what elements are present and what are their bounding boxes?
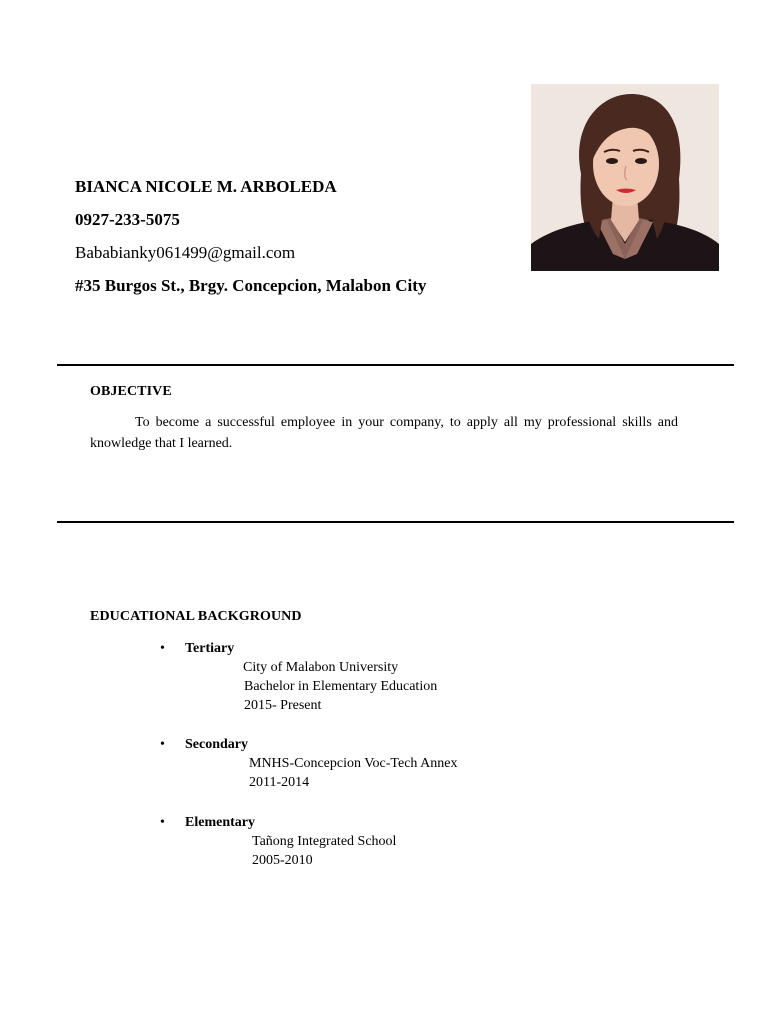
education-level: Elementary xyxy=(185,815,255,830)
list-item xyxy=(160,735,660,792)
applicant-name: BIANCA NICOLE M. ARBOLEDA xyxy=(75,177,337,196)
school-years: 2005-2010 xyxy=(252,853,313,868)
list-item xyxy=(160,639,660,715)
school-years: 2011-2014 xyxy=(249,775,310,790)
list-item xyxy=(160,813,660,870)
bullet: • xyxy=(160,641,165,656)
education-heading: EDUCATIONAL BACKGROUND xyxy=(90,609,302,624)
education-list xyxy=(160,639,660,870)
email-address: Bababianky061499@gmail.com xyxy=(75,243,296,262)
objective-text: To become a successful employee in your company, to apply all my professional skills and knowledge that I learned. xyxy=(90,415,678,451)
education-level: Tertiary xyxy=(185,641,235,656)
phone-number: 0927-233-5075 xyxy=(75,210,180,229)
school-years: 2015- Present xyxy=(244,698,322,713)
portrait-image xyxy=(531,84,719,271)
contact-block xyxy=(75,174,426,299)
school-name: City of Malabon University xyxy=(243,660,399,675)
bullet: • xyxy=(160,737,165,752)
course-name: Bachelor in Elementary Education xyxy=(244,679,438,694)
applicant-photo xyxy=(531,84,719,271)
objective-heading: OBJECTIVE xyxy=(90,384,172,399)
bullet: • xyxy=(160,815,165,830)
school-name: Tañong Integrated School xyxy=(252,834,397,849)
section-divider xyxy=(57,364,734,366)
home-address: #35 Burgos St., Brgy. Concepcion, Malabon City xyxy=(75,276,427,295)
school-name: MNHS-Concepcion Voc-Tech Annex xyxy=(249,756,458,771)
section-divider xyxy=(57,521,734,523)
education-level: Secondary xyxy=(185,737,248,752)
